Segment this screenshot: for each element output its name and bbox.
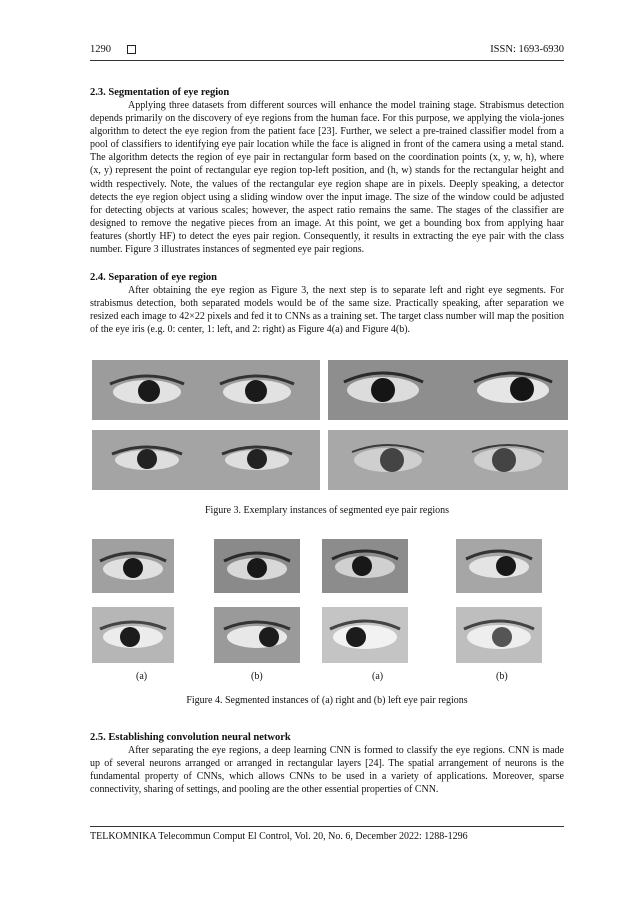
square-icon <box>127 45 136 54</box>
single-eye-image <box>214 539 300 593</box>
section-paragraph: Applying three datasets from different sources will enhance the model training stage. Strabismus detection depends primarily on the discovery of eye regions from the human face. For this purpose, we applying the viola-jones algorithm to detect the eye region from the patient face [23]. Further, we select a pre-trained classifier model from a pool of classifiers to identifying eye pair location while the face is aligned in front of the camera using a metal stand. The algorithm detects the region of eye pair in rectangular form based on the coordination points (x, y, w, h), where (x, y) represent the point of rectangular eye region top-left position, and (h, w) stands for the rectangular height and width respectively. Note, the values of the rectangular eye region shape are in pixels. Deeply speaking, a detector detects the eye region object using a sliding window over the input image. The size of the window could be adjusted for detecting objects at various scales; however, the aspect ratio remains the same. The stages of the classifier are designed to remove the negative pieces from an image. At this point, we get a bounding box from applying haar features (shortly HF) to detect the eyes pair region. Consequently, it results in extracting the eye pair with the class number. Figure 3 illustrates instances of segmented eye pair regions. <box>90 100 564 256</box>
eye-pair-image <box>92 430 320 490</box>
eye-pair-image <box>92 360 320 420</box>
single-eye-image <box>322 539 408 593</box>
subfigure-label: (a) <box>136 671 148 682</box>
section-heading: 2.5. Establishing convolution neural network <box>90 732 291 743</box>
section-paragraph: After obtaining the eye region as Figure 3, the next step is to separate left and right eye segments. For strabismus detection, both separated models would be of the same size. Practically speaking, after separation we resized each image to 42×22 pixels and fed it to CNNs as a training set. The target class number will map the position of the eye iris (e.g. 0: center, 1: left, and 2: right) as Figure 4(a) and Figure 4(b). <box>90 285 564 336</box>
section-heading: 2.4. Separation of eye region <box>90 272 217 283</box>
section-heading: 2.3. Segmentation of eye region <box>90 87 230 98</box>
subfigure-label: (a) <box>372 671 384 682</box>
section-2-5 <box>90 731 564 796</box>
figure-4-caption: Figure 4. Segmented instances of (a) right and (b) left eye pair regions <box>186 695 468 706</box>
header-rule <box>90 60 564 61</box>
single-eye-image <box>92 607 174 663</box>
section-paragraph: After separating the eye regions, a deep learning CNN is formed to classify the eye regions. CNN is made up of several neurons arranged or arranged in rectangular layers [24]. The spatial arrangement of neurons is the fundamental property of CNNs, which allows CNNs to be used in a variety of applications. Moreover, sparse connectivity, sharing of settings, and pooling are the other essential properties of CNN. <box>90 745 564 796</box>
subfigure-label: (b) <box>251 671 263 682</box>
section-2-4 <box>90 271 564 336</box>
single-eye-image <box>92 539 174 593</box>
footer-rule <box>90 826 564 827</box>
section-2-3 <box>90 86 564 256</box>
subfigure-label: (b) <box>496 671 508 682</box>
issn: ISSN: 1693-6930 <box>490 44 564 55</box>
single-eye-image <box>322 607 408 663</box>
single-eye-image <box>214 607 300 663</box>
eye-pair-image <box>328 360 568 420</box>
page-footer: TELKOMNIKA Telecommun Comput El Control, Vol. 20, No. 6, December 2022: 1288-1296 <box>90 831 468 842</box>
eye-pair-image <box>328 430 568 490</box>
page-number: 1290 <box>90 44 111 55</box>
figure-4 <box>92 539 568 665</box>
figure-3 <box>92 360 568 496</box>
single-eye-image <box>456 539 542 593</box>
single-eye-image <box>456 607 542 663</box>
figure-3-caption: Figure 3. Exemplary instances of segmented eye pair regions <box>204 505 450 516</box>
page-header <box>90 44 564 58</box>
